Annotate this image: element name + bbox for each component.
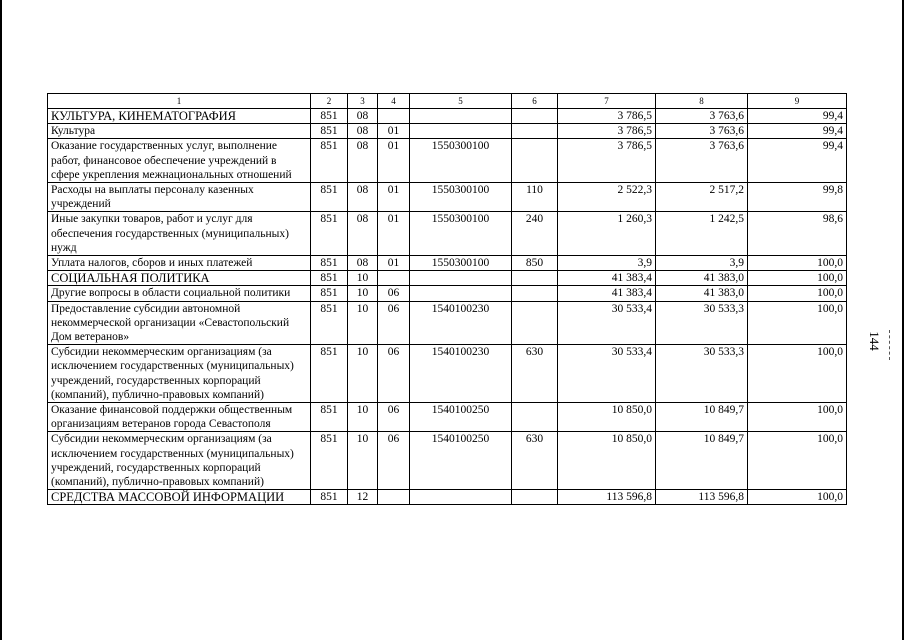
cell-planned: 30 533,4: [558, 345, 656, 403]
cell-subsection: 01: [378, 139, 410, 183]
cell-section: 10: [348, 432, 378, 490]
header-cell: 2: [311, 94, 348, 109]
cell-expense-type: [512, 286, 558, 301]
cell-section: 08: [348, 183, 378, 212]
cell-executed: 2 517,2: [656, 183, 748, 212]
table-row: [48, 271, 847, 286]
cell-target-article: [410, 286, 512, 301]
cell-expense-type: [512, 271, 558, 286]
cell-subsection: [378, 109, 410, 124]
cell-section: 10: [348, 345, 378, 403]
cell-executed: 30 533,3: [656, 301, 748, 345]
cell-planned: 41 383,4: [558, 271, 656, 286]
cell-planned: 3 786,5: [558, 139, 656, 183]
cell-percent: 100,0: [748, 301, 847, 345]
cell-executed: 41 383,0: [656, 271, 748, 286]
cell-executed: 3 763,6: [656, 139, 748, 183]
table-row: [48, 490, 847, 505]
cell-subsection: 01: [378, 183, 410, 212]
cell-expense-type: [512, 490, 558, 505]
table-row: [48, 345, 847, 403]
header-cell: 4: [378, 94, 410, 109]
cell-name: Субсидии некоммерческим организациям (за исключением государственных (муниципальных) учреждений, государственных корпораций (компаний), публично-правовых компаний): [48, 432, 311, 490]
cell-planned: 3 786,5: [558, 109, 656, 124]
column-number-header: [48, 94, 847, 109]
cell-percent: 99,8: [748, 183, 847, 212]
cell-planned: 2 522,3: [558, 183, 656, 212]
header-cell: 6: [512, 94, 558, 109]
table-row: [48, 212, 847, 256]
cell-target-article: 1550300100: [410, 183, 512, 212]
cell-percent: 100,0: [748, 490, 847, 505]
table-row: [48, 432, 847, 490]
cell-subsection: 01: [378, 256, 410, 271]
cell-section: 08: [348, 139, 378, 183]
cell-planned: 30 533,4: [558, 301, 656, 345]
cell-target-article: [410, 271, 512, 286]
table-row: [48, 256, 847, 271]
cell-executed: 30 533,3: [656, 345, 748, 403]
cell-admin-code: 851: [311, 212, 348, 256]
cell-section: 10: [348, 301, 378, 345]
table-row: [48, 109, 847, 124]
cell-percent: 100,0: [748, 432, 847, 490]
cell-section: 08: [348, 256, 378, 271]
cell-percent: 99,4: [748, 139, 847, 183]
cell-expense-type: 110: [512, 183, 558, 212]
header-cell: 9: [748, 94, 847, 109]
cell-section: 10: [348, 286, 378, 301]
cell-expense-type: 630: [512, 432, 558, 490]
cell-executed: 10 849,7: [656, 403, 748, 432]
cell-expense-type: 850: [512, 256, 558, 271]
scan-border-right: [902, 0, 904, 640]
header-cell: 8: [656, 94, 748, 109]
cell-admin-code: 851: [311, 139, 348, 183]
budget-table: [47, 93, 847, 505]
header-cell: 5: [410, 94, 512, 109]
cell-target-article: 1540100230: [410, 345, 512, 403]
cell-name: КУЛЬТУРА, КИНЕМАТОГРАФИЯ: [48, 109, 311, 124]
header-cell: 1: [48, 94, 311, 109]
cell-name: Иные закупки товаров, работ и услуг для обеспечения государственных (муниципальных) нужд: [48, 212, 311, 256]
cell-target-article: [410, 109, 512, 124]
budget-table-body: [48, 94, 847, 505]
cell-percent: 100,0: [748, 286, 847, 301]
cell-target-article: 1540100230: [410, 301, 512, 345]
cell-admin-code: 851: [311, 432, 348, 490]
cell-target-article: 1550300100: [410, 139, 512, 183]
cell-subsection: 01: [378, 212, 410, 256]
cell-admin-code: 851: [311, 256, 348, 271]
table-row: [48, 301, 847, 345]
cell-executed: 41 383,0: [656, 286, 748, 301]
cell-admin-code: 851: [311, 345, 348, 403]
cell-section: 12: [348, 490, 378, 505]
cell-section: 08: [348, 212, 378, 256]
scan-border-left: [0, 0, 2, 640]
cell-name: Оказание финансовой поддержки общественным организациям ветеранов города Севастополя: [48, 403, 311, 432]
cell-executed: 3,9: [656, 256, 748, 271]
cell-executed: 1 242,5: [656, 212, 748, 256]
cell-planned: 10 850,0: [558, 432, 656, 490]
cell-subsection: [378, 490, 410, 505]
cell-percent: 100,0: [748, 256, 847, 271]
cell-admin-code: 851: [311, 403, 348, 432]
cell-expense-type: [512, 139, 558, 183]
cell-planned: 3 786,5: [558, 124, 656, 139]
cell-expense-type: 240: [512, 212, 558, 256]
cell-section: 08: [348, 124, 378, 139]
cell-section: 10: [348, 271, 378, 286]
cell-executed: 3 763,6: [656, 109, 748, 124]
cell-percent: 100,0: [748, 403, 847, 432]
header-cell: 7: [558, 94, 656, 109]
cell-name: СОЦИАЛЬНАЯ ПОЛИТИКА: [48, 271, 311, 286]
cell-admin-code: 851: [311, 183, 348, 212]
cell-expense-type: [512, 124, 558, 139]
cell-admin-code: 851: [311, 286, 348, 301]
cell-expense-type: [512, 301, 558, 345]
cell-target-article: [410, 490, 512, 505]
cell-subsection: 06: [378, 345, 410, 403]
cell-admin-code: 851: [311, 490, 348, 505]
scan-mark: [889, 330, 891, 360]
cell-executed: 113 596,8: [656, 490, 748, 505]
cell-admin-code: 851: [311, 271, 348, 286]
cell-target-article: 1550300100: [410, 256, 512, 271]
cell-subsection: [378, 271, 410, 286]
cell-section: 08: [348, 109, 378, 124]
cell-target-article: 1540100250: [410, 432, 512, 490]
cell-name: Другие вопросы в области социальной политики: [48, 286, 311, 301]
cell-percent: 100,0: [748, 271, 847, 286]
cell-planned: 41 383,4: [558, 286, 656, 301]
cell-name: Оказание государственных услуг, выполнение работ, финансовое обеспечение учреждений в сфере укрепления межнациональных отношений: [48, 139, 311, 183]
table-row: [48, 139, 847, 183]
cell-percent: 99,4: [748, 109, 847, 124]
cell-target-article: 1540100250: [410, 403, 512, 432]
cell-planned: 10 850,0: [558, 403, 656, 432]
cell-name: Субсидии некоммерческим организациям (за исключением государственных (муниципальных) учреждений, государственных корпораций (компаний), публично-правовых компаний): [48, 345, 311, 403]
cell-name: Уплата налогов, сборов и иных платежей: [48, 256, 311, 271]
cell-name: Культура: [48, 124, 311, 139]
cell-planned: 3,9: [558, 256, 656, 271]
cell-section: 10: [348, 403, 378, 432]
cell-target-article: [410, 124, 512, 139]
cell-expense-type: [512, 403, 558, 432]
cell-percent: 98,6: [748, 212, 847, 256]
cell-name: Расходы на выплаты персоналу казенных учреждений: [48, 183, 311, 212]
table-row: [48, 403, 847, 432]
cell-planned: 1 260,3: [558, 212, 656, 256]
cell-percent: 99,4: [748, 124, 847, 139]
cell-name: Предоставление субсидии автономной некоммерческой организации «Севастопольский Дом ветеранов»: [48, 301, 311, 345]
table-row: [48, 183, 847, 212]
cell-subsection: 06: [378, 301, 410, 345]
cell-admin-code: 851: [311, 124, 348, 139]
cell-percent: 100,0: [748, 345, 847, 403]
cell-subsection: 06: [378, 403, 410, 432]
table-row: [48, 124, 847, 139]
cell-subsection: 06: [378, 286, 410, 301]
cell-expense-type: 630: [512, 345, 558, 403]
cell-subsection: 01: [378, 124, 410, 139]
cell-admin-code: 851: [311, 301, 348, 345]
cell-executed: 3 763,6: [656, 124, 748, 139]
cell-name: СРЕДСТВА МАССОВОЙ ИНФОРМАЦИИ: [48, 490, 311, 505]
cell-target-article: 1550300100: [410, 212, 512, 256]
cell-subsection: 06: [378, 432, 410, 490]
cell-executed: 10 849,7: [656, 432, 748, 490]
page-number: 144: [867, 331, 882, 351]
cell-admin-code: 851: [311, 109, 348, 124]
header-cell: 3: [348, 94, 378, 109]
cell-expense-type: [512, 109, 558, 124]
table-row: [48, 286, 847, 301]
cell-planned: 113 596,8: [558, 490, 656, 505]
